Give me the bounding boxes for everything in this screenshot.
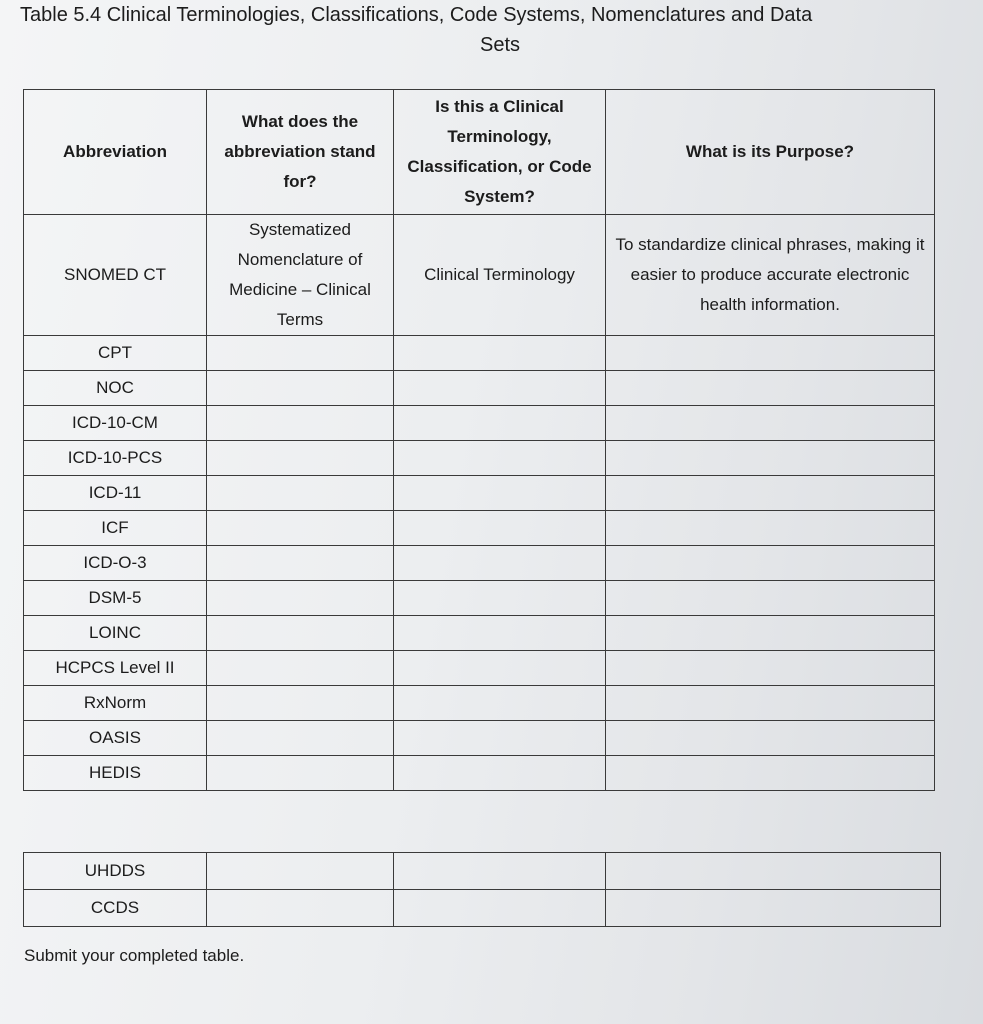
purpose-answer-cell[interactable] — [606, 441, 935, 476]
abbreviation-cell: DSM-5 — [24, 581, 207, 616]
header-row — [24, 90, 935, 215]
purpose-answer-cell[interactable] — [606, 616, 935, 651]
table-row — [24, 616, 935, 651]
table-row — [24, 890, 941, 927]
stand-for-answer-cell[interactable] — [207, 371, 394, 406]
purpose-answer-cell[interactable] — [606, 546, 935, 581]
header-purpose: What is its Purpose? — [606, 90, 935, 215]
submit-instruction: Submit your completed table. — [24, 946, 245, 965]
type-answer-cell[interactable] — [394, 721, 606, 756]
data-sets-table — [23, 852, 941, 927]
abbreviation-cell: ICF — [24, 511, 207, 546]
table-row — [24, 406, 935, 441]
table-row — [24, 441, 935, 476]
stand-for-answer-cell[interactable] — [207, 686, 394, 721]
table-row — [24, 686, 935, 721]
stand-for-answer-cell[interactable] — [207, 616, 394, 651]
example-type-cell: Clinical Terminology — [394, 215, 606, 336]
type-answer-cell[interactable] — [394, 511, 606, 546]
type-answer-cell[interactable] — [394, 686, 606, 721]
type-answer-cell[interactable] — [394, 651, 606, 686]
table-row — [24, 546, 935, 581]
abbreviation-cell: RxNorm — [24, 686, 207, 721]
stand-for-answer-cell[interactable] — [207, 721, 394, 756]
purpose-answer-cell[interactable] — [606, 511, 935, 546]
abbreviation-cell: UHDDS — [24, 853, 207, 890]
purpose-answer-cell[interactable] — [606, 756, 935, 791]
type-answer-cell[interactable] — [394, 406, 606, 441]
abbreviation-cell: LOINC — [24, 616, 207, 651]
type-answer-cell[interactable] — [394, 546, 606, 581]
table-row — [24, 721, 935, 756]
stand-for-answer-cell[interactable] — [207, 441, 394, 476]
type-answer-cell[interactable] — [394, 441, 606, 476]
example-purpose-cell: To standardize clinical phrases, making it easier to produce accurate electronic health information. — [606, 215, 935, 336]
example-stand-for-cell: Systematized Nomenclature of Medicine – Clinical Terms — [207, 215, 394, 336]
abbreviation-cell: HCPCS Level II — [24, 651, 207, 686]
abbreviation-cell: ICD-O-3 — [24, 546, 207, 581]
purpose-answer-cell[interactable] — [606, 686, 935, 721]
abbreviation-cell: CPT — [24, 336, 207, 371]
type-answer-cell[interactable] — [394, 616, 606, 651]
stand-for-answer-cell[interactable] — [207, 756, 394, 791]
type-answer-cell[interactable] — [394, 371, 606, 406]
terminology-table — [23, 89, 935, 791]
stand-for-answer-cell[interactable] — [207, 581, 394, 616]
table-row — [24, 651, 935, 686]
purpose-answer-cell[interactable] — [606, 581, 935, 616]
table-row — [24, 511, 935, 546]
table-title — [20, 0, 920, 60]
abbreviation-cell: HEDIS — [24, 756, 207, 791]
table-row — [24, 853, 941, 890]
header-abbreviation: Abbreviation — [24, 90, 207, 215]
type-answer-cell[interactable] — [394, 476, 606, 511]
table-row — [24, 756, 935, 791]
table-row — [24, 371, 935, 406]
table-row — [24, 581, 935, 616]
purpose-answer-cell[interactable] — [606, 651, 935, 686]
purpose-answer-cell[interactable] — [606, 476, 935, 511]
purpose-answer-cell[interactable] — [606, 721, 935, 756]
purpose-answer-cell[interactable] — [606, 336, 935, 371]
table-row — [24, 476, 935, 511]
stand-for-answer-cell[interactable] — [207, 651, 394, 686]
purpose-answer-cell[interactable] — [606, 406, 935, 441]
abbreviation-cell: OASIS — [24, 721, 207, 756]
type-answer-cell[interactable] — [394, 756, 606, 791]
purpose-answer-cell[interactable] — [606, 371, 935, 406]
abbreviation-cell: ICD-11 — [24, 476, 207, 511]
stand-for-answer-cell[interactable] — [207, 511, 394, 546]
type-answer-cell[interactable] — [394, 581, 606, 616]
example-abbreviation-cell: SNOMED CT — [24, 215, 207, 336]
abbreviation-cell: CCDS — [24, 890, 207, 927]
abbreviation-cell: NOC — [24, 371, 207, 406]
abbreviation-cell: ICD-10-CM — [24, 406, 207, 441]
header-stand-for: What does the abbreviation stand for? — [207, 90, 394, 215]
type-answer-cell[interactable] — [394, 336, 606, 371]
type-answer-cell[interactable] — [394, 890, 606, 927]
stand-for-answer-cell[interactable] — [207, 546, 394, 581]
stand-for-answer-cell[interactable] — [207, 890, 394, 927]
stand-for-answer-cell[interactable] — [207, 853, 394, 890]
purpose-answer-cell[interactable] — [606, 853, 941, 890]
example-row — [24, 215, 935, 336]
header-type: Is this a Clinical Terminology, Classification, or Code System? — [394, 90, 606, 215]
table-row — [24, 336, 935, 371]
type-answer-cell[interactable] — [394, 853, 606, 890]
stand-for-answer-cell[interactable] — [207, 406, 394, 441]
table-title-line-1: Table 5.4 Clinical Terminologies, Classifications, Code Systems, Nomenclatures and Data — [20, 4, 813, 26]
stand-for-answer-cell[interactable] — [207, 336, 394, 371]
stand-for-answer-cell[interactable] — [207, 476, 394, 511]
abbreviation-cell: ICD-10-PCS — [24, 441, 207, 476]
table-title-line-2: Sets — [479, 34, 521, 56]
purpose-answer-cell[interactable] — [606, 890, 941, 927]
